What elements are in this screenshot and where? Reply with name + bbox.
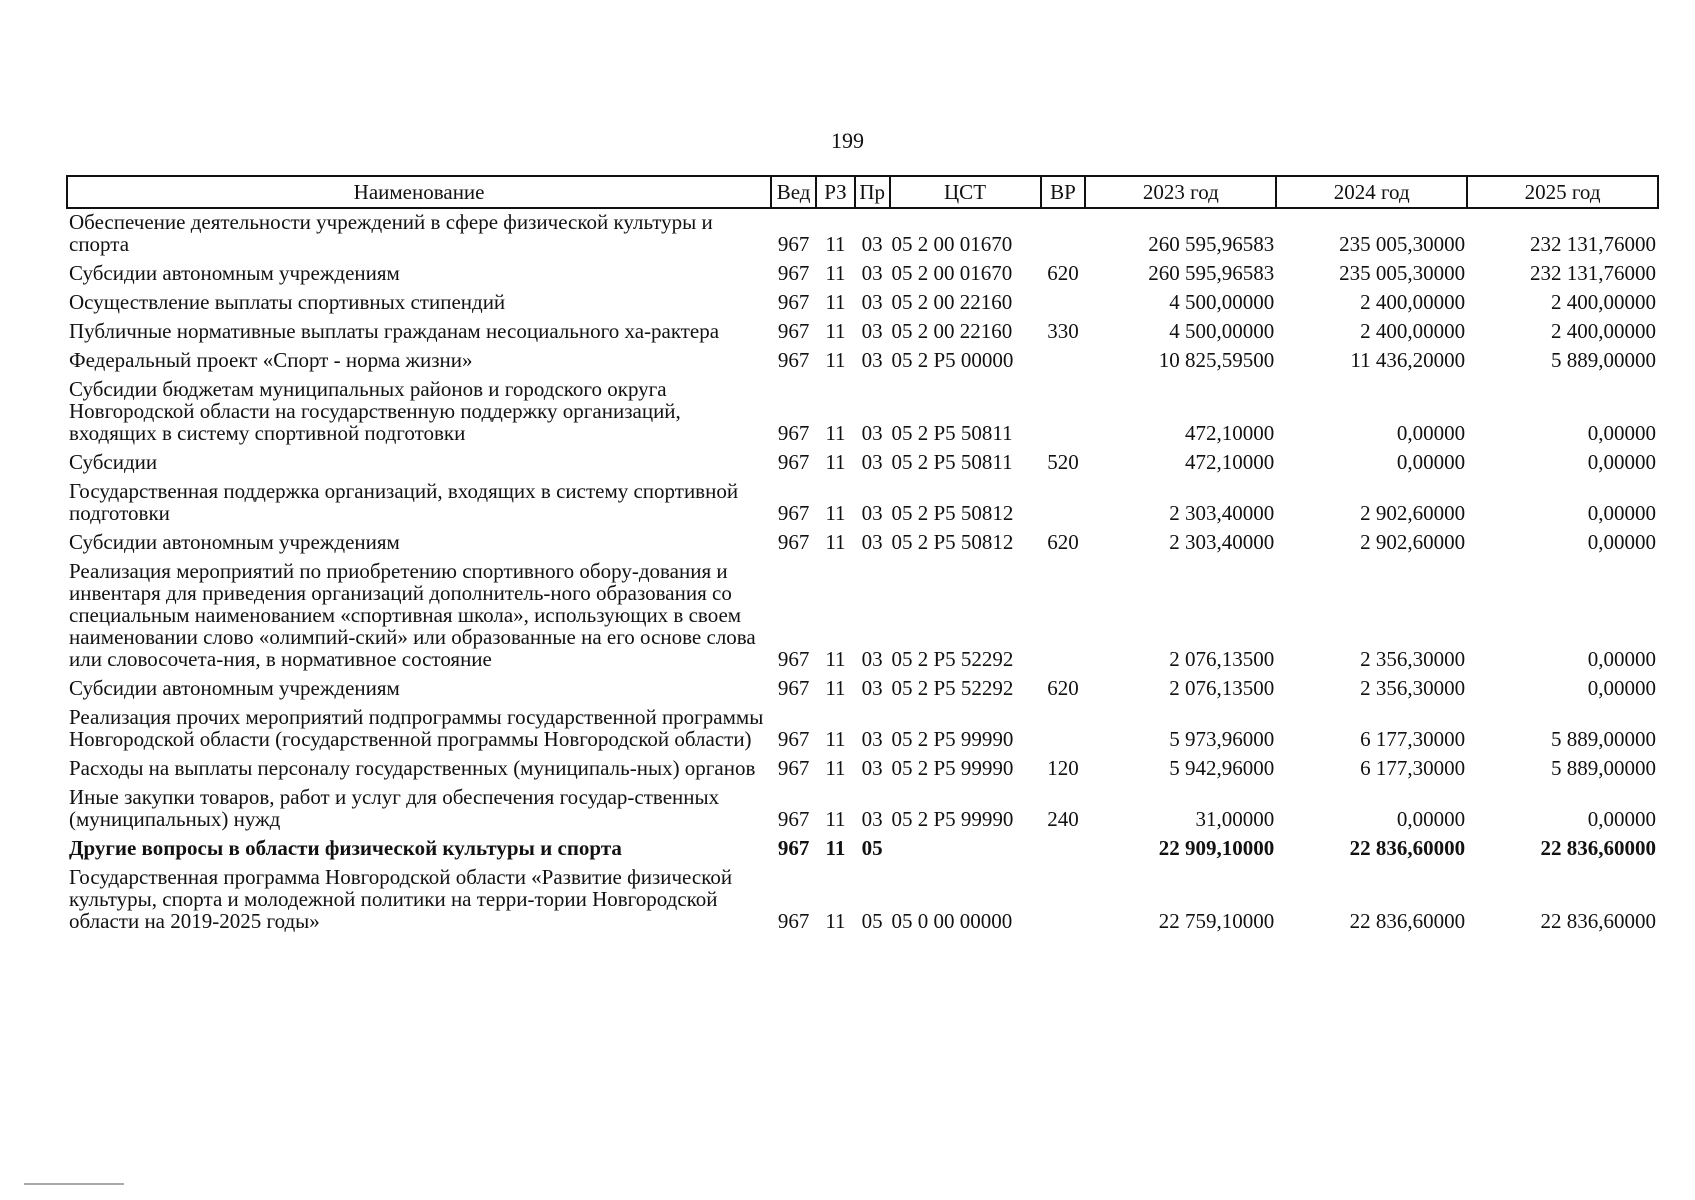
cell-vr: 120 bbox=[1047, 756, 1079, 780]
cell-y2025: 0,00000 bbox=[1587, 530, 1656, 554]
cell-vr: 520 bbox=[1047, 450, 1079, 474]
header-name: Наименование bbox=[67, 176, 771, 208]
cell-rz: 11 bbox=[825, 727, 846, 751]
cell-vr bbox=[1041, 478, 1086, 529]
header-2025: 2025 год bbox=[1467, 176, 1658, 208]
cell-ved: 967 bbox=[777, 261, 810, 285]
cell-y2024: 0,00000 bbox=[1396, 807, 1466, 831]
cell-vr bbox=[1041, 208, 1086, 260]
cell-pr: 03 bbox=[861, 290, 883, 314]
cell-y2025: 232 131,76000 bbox=[1530, 232, 1656, 256]
cell-pr: 03 bbox=[861, 530, 883, 554]
cell-y2025: 232 131,76000 bbox=[1530, 261, 1656, 285]
cell-vr bbox=[1041, 347, 1086, 376]
cell-y2025: 0,00000 bbox=[1587, 421, 1656, 445]
cell-name: Государственная программа Новгородской области «Развитие физической культуры, спорта и молодежной политики на терри-тории Новгородской области на 2019-2025 годы» bbox=[69, 865, 733, 933]
cell-rz: 11 bbox=[825, 756, 846, 780]
cell-y2024: 2 902,60000 bbox=[1360, 501, 1466, 525]
cell-vr: 620 bbox=[1047, 530, 1079, 554]
cell-cst: 05 2 P5 52292 bbox=[891, 676, 1014, 700]
table-row bbox=[67, 376, 1658, 449]
cell-ved: 967 bbox=[777, 501, 810, 525]
cell-cst: 05 2 P5 50811 bbox=[891, 450, 1013, 474]
header-vr: ВР bbox=[1041, 176, 1086, 208]
cell-rz: 11 bbox=[825, 319, 846, 343]
cell-ved: 967 bbox=[777, 530, 810, 554]
cell-vr: 240 bbox=[1047, 807, 1079, 831]
cell-y2024: 22 836,60000 bbox=[1349, 909, 1466, 933]
cell-cst: 05 2 00 01670 bbox=[891, 261, 1013, 285]
table-row bbox=[67, 784, 1658, 835]
cell-cst: 05 2 P5 99990 bbox=[891, 727, 1014, 751]
table-row bbox=[67, 529, 1658, 558]
cell-y2023: 2 076,13500 bbox=[1169, 647, 1275, 671]
cell-cst: 05 2 P5 99990 bbox=[891, 756, 1014, 780]
cell-y2023: 2 303,40000 bbox=[1169, 501, 1275, 525]
table-body bbox=[67, 208, 1658, 937]
cell-name: Реализация прочих мероприятий подпрограммы государственной программы Новгородской области (государственной программы Новгородской области) bbox=[69, 705, 764, 751]
cell-pr: 03 bbox=[861, 421, 883, 445]
cell-vr bbox=[1041, 835, 1086, 864]
cell-rz: 11 bbox=[825, 807, 846, 831]
cell-y2023: 4 500,00000 bbox=[1169, 290, 1275, 314]
cell-pr: 03 bbox=[861, 261, 883, 285]
cell-name: Субсидии bbox=[69, 450, 158, 474]
cell-pr: 03 bbox=[861, 232, 883, 256]
cell-cst: 05 2 00 22160 bbox=[891, 290, 1013, 314]
cell-pr: 03 bbox=[861, 807, 883, 831]
cell-ved: 967 bbox=[777, 647, 810, 671]
table-row bbox=[67, 675, 1658, 704]
cell-rz: 11 bbox=[825, 501, 846, 525]
cell-vr: 330 bbox=[1047, 319, 1079, 343]
table-row bbox=[67, 208, 1658, 260]
cell-pr: 03 bbox=[861, 450, 883, 474]
cell-cst: 05 2 P5 50811 bbox=[891, 421, 1013, 445]
cell-name: Другие вопросы в области физической культуры и спорта bbox=[69, 836, 622, 860]
cell-rz: 11 bbox=[825, 909, 846, 933]
cell-cst: 05 2 P5 00000 bbox=[891, 348, 1014, 372]
cell-y2024: 2 400,00000 bbox=[1360, 290, 1466, 314]
cell-name: Обеспечение деятельности учреждений в сфере физической культуры и спорта bbox=[69, 210, 713, 256]
cell-y2023: 22 759,10000 bbox=[1158, 909, 1275, 933]
cell-name: Государственная поддержка организаций, входящих в систему спортивной подготовки bbox=[69, 479, 739, 525]
cell-y2023: 5 942,96000 bbox=[1169, 756, 1275, 780]
cell-vr: 620 bbox=[1047, 676, 1079, 700]
cell-y2023: 2 303,40000 bbox=[1169, 530, 1275, 554]
table-header bbox=[67, 176, 1658, 208]
cell-y2024: 2 400,00000 bbox=[1360, 319, 1466, 343]
cell-pr: 03 bbox=[861, 348, 883, 372]
cell-name: Субсидии автономным учреждениям bbox=[69, 530, 400, 554]
cell-name: Иные закупки товаров, работ и услуг для обеспечения государ-ственных (муниципальных) нужд bbox=[69, 785, 720, 831]
cell-y2025: 22 836,60000 bbox=[1540, 836, 1656, 860]
table-row bbox=[67, 318, 1658, 347]
cell-y2025: 5 889,00000 bbox=[1551, 756, 1656, 780]
cell-y2024: 6 177,30000 bbox=[1360, 727, 1466, 751]
budget-table bbox=[66, 175, 1659, 937]
cell-ved: 967 bbox=[777, 807, 810, 831]
table-row bbox=[67, 864, 1658, 937]
table-row bbox=[67, 347, 1658, 376]
cell-y2025: 5 889,00000 bbox=[1551, 348, 1656, 372]
cell-vr bbox=[1041, 558, 1086, 675]
table-row bbox=[67, 449, 1658, 478]
cell-rz: 11 bbox=[825, 421, 846, 445]
cell-name: Федеральный проект «Спорт - норма жизни» bbox=[69, 348, 473, 372]
header-pr: Пр bbox=[855, 176, 890, 208]
cell-ved: 967 bbox=[777, 676, 810, 700]
cell-pr: 03 bbox=[861, 647, 883, 671]
cell-y2023: 472,10000 bbox=[1185, 421, 1275, 445]
header-rz: РЗ bbox=[816, 176, 855, 208]
cell-y2025: 0,00000 bbox=[1587, 501, 1656, 525]
cell-pr: 03 bbox=[861, 756, 883, 780]
cell-rz: 11 bbox=[825, 647, 846, 671]
cell-pr: 03 bbox=[861, 676, 883, 700]
table-row bbox=[67, 260, 1658, 289]
cell-ved: 967 bbox=[777, 727, 810, 751]
cell-vr bbox=[1041, 864, 1086, 937]
cell-y2025: 5 889,00000 bbox=[1551, 727, 1656, 751]
cell-name: Реализация мероприятий по приобретению спортивного обору-дования и инвентаря для приведения организаций дополнитель-ного образования со специальным наименованием «спортивная школа», использующих в своем наименовании слово «олимпий-ский» или образованные на его основе слова или словосочета-ния, в нормативное состояние bbox=[69, 559, 756, 671]
header-ved: Вед bbox=[771, 176, 816, 208]
cell-rz: 11 bbox=[825, 676, 846, 700]
cell-y2024: 6 177,30000 bbox=[1360, 756, 1466, 780]
cell-y2025: 2 400,00000 bbox=[1551, 290, 1656, 314]
cell-y2023: 10 825,59500 bbox=[1158, 348, 1275, 372]
cell-pr: 03 bbox=[861, 319, 883, 343]
cell-cst: 05 2 P5 99990 bbox=[891, 807, 1014, 831]
table-row bbox=[67, 835, 1658, 864]
header-2024: 2024 год bbox=[1276, 176, 1467, 208]
cell-y2023: 22 909,10000 bbox=[1158, 836, 1275, 860]
cell-vr bbox=[1041, 376, 1086, 449]
cell-y2024: 235 005,30000 bbox=[1339, 261, 1466, 285]
cell-cst: 05 2 P5 50812 bbox=[891, 501, 1014, 525]
cell-vr: 620 bbox=[1047, 261, 1079, 285]
table-row bbox=[67, 704, 1658, 755]
cell-ved: 967 bbox=[777, 756, 810, 780]
cell-y2024: 0,00000 bbox=[1396, 450, 1466, 474]
cell-pr: 03 bbox=[861, 727, 883, 751]
cell-name: Субсидии автономным учреждениям bbox=[69, 676, 400, 700]
cell-name: Субсидии автономным учреждениям bbox=[69, 261, 400, 285]
scan-artifact-line bbox=[24, 1183, 124, 1185]
cell-cst: 05 2 00 22160 bbox=[891, 319, 1013, 343]
cell-ved: 967 bbox=[777, 348, 810, 372]
cell-y2024: 2 356,30000 bbox=[1360, 647, 1466, 671]
cell-cst bbox=[890, 835, 1041, 864]
cell-pr: 03 bbox=[861, 501, 883, 525]
cell-y2024: 22 836,60000 bbox=[1349, 836, 1466, 860]
cell-cst: 05 0 00 00000 bbox=[891, 909, 1013, 933]
cell-y2024: 11 436,20000 bbox=[1350, 348, 1466, 372]
cell-rz: 11 bbox=[825, 232, 846, 256]
cell-ved: 967 bbox=[777, 232, 810, 256]
cell-y2025: 0,00000 bbox=[1587, 676, 1656, 700]
cell-rz: 11 bbox=[825, 530, 846, 554]
cell-y2023: 260 595,96583 bbox=[1148, 232, 1275, 256]
cell-ved: 967 bbox=[777, 450, 810, 474]
cell-y2024: 0,00000 bbox=[1396, 421, 1466, 445]
cell-y2024: 2 902,60000 bbox=[1360, 530, 1466, 554]
header-cst: ЦСТ bbox=[890, 176, 1041, 208]
cell-cst: 05 2 00 01670 bbox=[891, 232, 1013, 256]
table-row bbox=[67, 289, 1658, 318]
cell-ved: 967 bbox=[777, 421, 810, 445]
cell-y2025: 0,00000 bbox=[1587, 450, 1656, 474]
cell-name: Субсидии бюджетам муниципальных районов и городского округа Новгородской области на государственную поддержку организаций, входящих в систему спортивной подготовки bbox=[69, 377, 681, 445]
cell-rz: 11 bbox=[825, 261, 846, 285]
cell-y2023: 472,10000 bbox=[1185, 450, 1275, 474]
cell-name: Расходы на выплаты персоналу государственных (муниципаль-ных) органов bbox=[69, 756, 756, 780]
cell-y2023: 2 076,13500 bbox=[1169, 676, 1275, 700]
cell-pr: 05 bbox=[861, 909, 883, 933]
cell-y2024: 2 356,30000 bbox=[1360, 676, 1466, 700]
cell-y2025: 0,00000 bbox=[1587, 647, 1656, 671]
cell-rz: 11 bbox=[825, 290, 846, 314]
cell-cst: 05 2 P5 52292 bbox=[891, 647, 1014, 671]
cell-vr bbox=[1041, 704, 1086, 755]
table-row bbox=[67, 755, 1658, 784]
cell-rz: 11 bbox=[825, 348, 846, 372]
cell-cst: 05 2 P5 50812 bbox=[891, 530, 1014, 554]
cell-vr bbox=[1041, 289, 1086, 318]
cell-y2023: 4 500,00000 bbox=[1169, 319, 1275, 343]
cell-y2023: 5 973,96000 bbox=[1169, 727, 1275, 751]
cell-y2025: 0,00000 bbox=[1587, 807, 1656, 831]
cell-y2025: 22 836,60000 bbox=[1540, 909, 1656, 933]
page-number: 199 bbox=[831, 128, 864, 153]
cell-y2025: 2 400,00000 bbox=[1551, 319, 1656, 343]
table-row bbox=[67, 478, 1658, 529]
cell-y2023: 31,00000 bbox=[1195, 807, 1275, 831]
cell-ved: 967 bbox=[777, 836, 810, 860]
cell-name: Осуществление выплаты спортивных стипендий bbox=[69, 290, 506, 314]
cell-ved: 967 bbox=[777, 909, 810, 933]
cell-rz: 11 bbox=[825, 836, 846, 860]
cell-name: Публичные нормативные выплаты гражданам несоциального ха-рактера bbox=[69, 319, 720, 343]
cell-y2024: 235 005,30000 bbox=[1339, 232, 1466, 256]
cell-ved: 967 bbox=[777, 290, 810, 314]
cell-pr: 05 bbox=[861, 836, 883, 860]
table-row bbox=[67, 558, 1658, 675]
cell-y2023: 260 595,96583 bbox=[1148, 261, 1275, 285]
cell-rz: 11 bbox=[825, 450, 846, 474]
cell-ved: 967 bbox=[777, 319, 810, 343]
header-2023: 2023 год bbox=[1085, 176, 1276, 208]
